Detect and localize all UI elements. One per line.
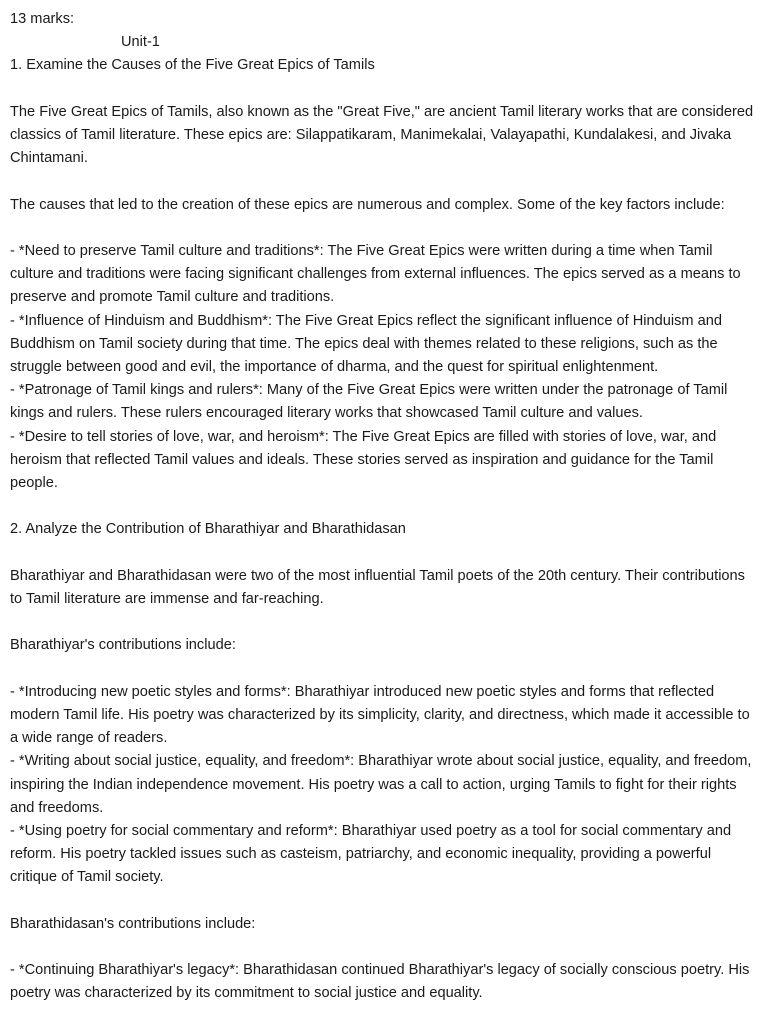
spacer	[10, 936, 758, 959]
spacer	[10, 611, 758, 634]
q1-point-patronage: - *Patronage of Tamil kings and rulers*: Many of the Five Great Epics were written under the patronage of Tamil kings and rulers. These rulers encouraged literary works that showcased Tamil culture and values.	[10, 382, 728, 422]
marks-label: 13 marks:	[10, 11, 75, 27]
bharathidasan-point-legacy: - *Continuing Bharathiyar's legacy*: Bharathidasan continued Bharathiyar's legacy of socially conscious poetry. His poetry was characterized by its commitment to social justice and equality.	[10, 962, 750, 1002]
spacer	[10, 658, 758, 681]
bharathiyar-heading: Bharathiyar's contributions include:	[10, 637, 236, 654]
spacer	[10, 78, 758, 101]
q1-intro-paragraph: The Five Great Epics of Tamils, also known as the "Great Five," are ancient Tamil literary works that are considered classics of Tamil literature. These epics are: Silappatikaram, Manimekalai, Valayapathi, Kundalakesi, and Jivaka Chintamani.	[10, 103, 754, 167]
q1-point-stories: - *Desire to tell stories of love, war, and heroism*: The Five Great Epics are filled with stories of love, war, and heroism that reflected Tamil values and ideals. These stories served as inspiration and guidance for the Tamil people.	[10, 428, 717, 492]
q1-point-culture: - *Need to preserve Tamil culture and traditions*: The Five Great Epics were written during a time when Tamil culture and traditions were facing significant challenges from external influences. The epics served as a means to preserve and promote Tamil culture and traditions.	[10, 242, 741, 306]
bharathiyar-point-styles: - *Introducing new poetic styles and forms*: Bharathiyar introduced new poetic styles and forms that reflected modern Tamil life. His poetry was characterized by its simplicity, clarity, and directness, which made it accessible to a wide range of readers.	[10, 683, 750, 747]
spacer	[10, 495, 758, 518]
question-2-title: 2. Analyze the Contribution of Bharathiyar and Bharathidasan	[10, 521, 406, 538]
bharathiyar-point-reform: - *Using poetry for social commentary and reform*: Bharathiyar used poetry as a tool for social commentary and reform. His poetry tackled issues such as casteism, patriarchy, and economic inequality, providing a powerful critique of Tamil society.	[10, 823, 732, 886]
bharathiyar-point-justice: - *Writing about social justice, equality, and freedom*: Bharathiyar wrote about social justice, equality, and freedom, inspiring the Indian independence movement. His poetry was a call to action, urging Tamils to fight for their rights and freedoms.	[10, 753, 752, 816]
spacer	[10, 542, 758, 565]
spacer	[10, 890, 758, 913]
q1-causes-intro: The causes that led to the creation of these epics are numerous and complex. Some of the key factors include:	[10, 196, 725, 213]
q2-intro-paragraph: Bharathiyar and Bharathidasan were two of the most influential Tamil poets of the 20th century. Their contributions to Tamil literature are immense and far-reaching.	[10, 567, 745, 607]
bharathidasan-heading: Bharathidasan's contributions include:	[10, 915, 256, 932]
spacer	[10, 217, 758, 240]
unit-label: Unit-1	[121, 34, 160, 51]
q1-point-religion: - *Influence of Hinduism and Buddhism*: The Five Great Epics reflect the significant influence of Hinduism and Buddhism on Tamil society during that time. The epics deal with themes related to these religions, such as the struggle between good and evil, the importance of dharma, and the quest for spiritual enlightenment.	[10, 312, 722, 375]
question-1-title: 1. Examine the Causes of the Five Great Epics of Tamils	[10, 57, 375, 74]
spacer	[10, 170, 758, 193]
